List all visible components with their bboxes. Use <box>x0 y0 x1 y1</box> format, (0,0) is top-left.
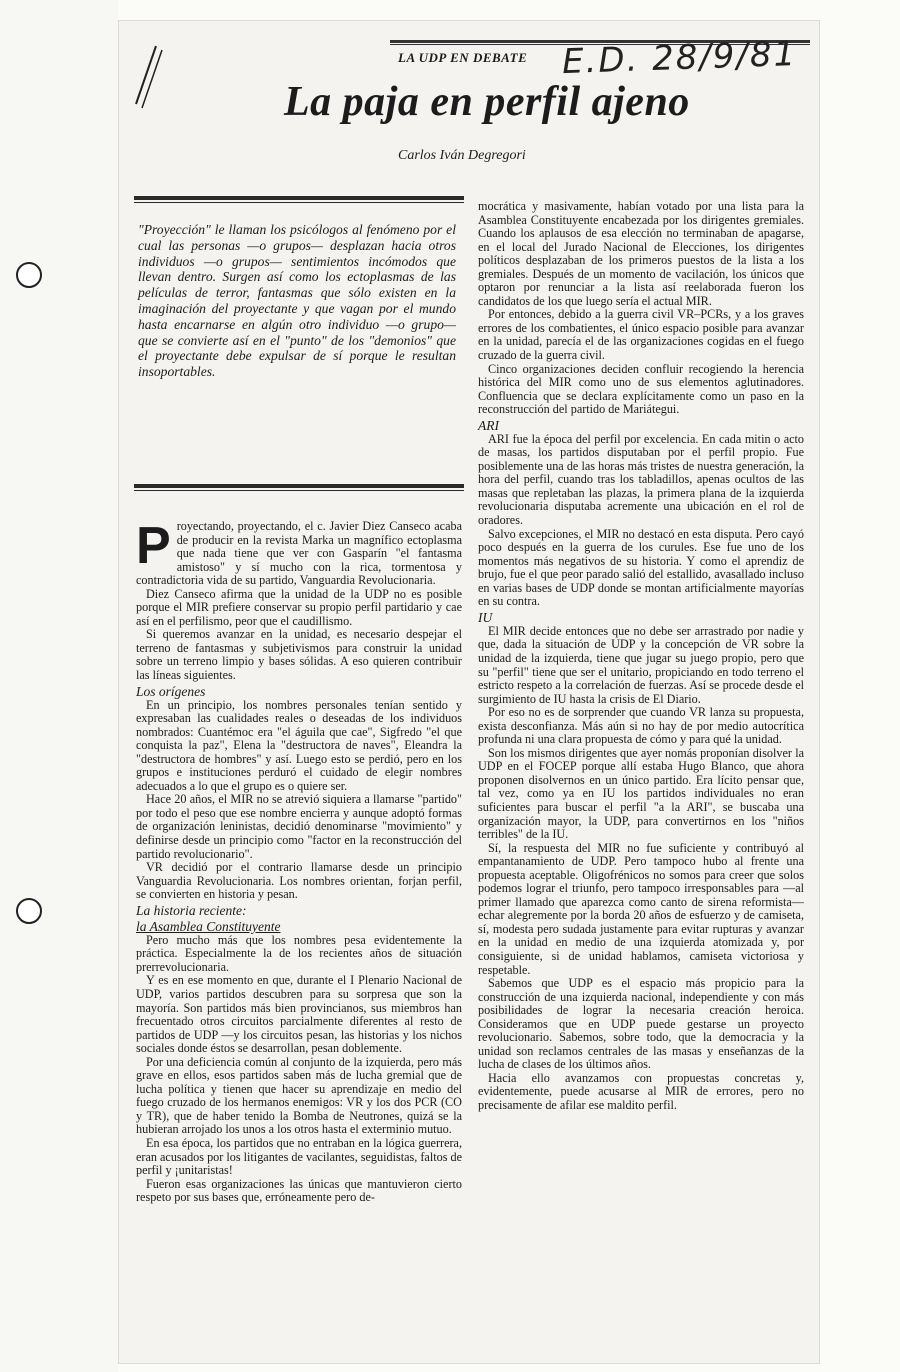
paragraph: mocrática y masivamente, habían votado por una lista para la Asamblea Constituyente encabezada por los dirigentes gremiales. Cuando los aplausos de esa elección no terminaban de apagarse, en el local del Jurado Nacional de Elecciones, los dirigentes políticos desplazaban de los primeros puestos de la lista a los gremiales. Después de un momento de vacilación, los únicos que optaron por renunciar a la lista así reelaborada fueron los candidatos de los que luego sería el actual MIR. <box>478 199 804 308</box>
paragraph: VR decidió por el contrario llamarse desde un principio Vanguardia Revolucionaria. Los nombres orientan, forjan perfil, se convierten en historia y pesan. <box>136 860 462 902</box>
paragraph: Fueron esas organizaciones las únicas que mantuvieron cierto respeto por sus bases que, erróneamente pero de- <box>136 1176 462 1205</box>
body-top-rule-thin <box>134 490 464 491</box>
article-title: La paja en perfil ajeno <box>284 79 690 125</box>
paragraph: Y es en ese momento en que, durante el I Plenario Nacional de UDP, varios partidos descubren para su sorpresa que son la mayoría. Son partidos más bien provincianos, sus miembros han frecuentado otros circuitos parcialmente diferentes al resto de partidos de UDP —y los circuitos pesan, las historias y los nichos sociales donde éstos se desarrollan, pesan doblemente. <box>136 973 462 1056</box>
paragraph: Si queremos avanzar en la unidad, es necesario despejar el terreno de fantasmas y subjetivismos para construir la unidad sobre un terreno limpio y bases sólidas. A eso quieren contribuir las líneas siguientes. <box>136 627 462 683</box>
subheading: La historia reciente: <box>136 902 247 918</box>
paragraph: royectando, proyectando, el c. Javier Diez Canseco acaba de producir en la revista Marka un magnífico ectoplasma que nada tiene que ver con Gasparín "el fantasma amistoso" y sí mucho con la rica, tormentosa y contradictoria vida de su partido, Vanguardia Revolucionaria. <box>136 519 462 588</box>
paragraph: Hace 20 años, el MIR no se atrevió siquiera a llamarse "partido" por todo el peso que ese nombre encierra y aunque adoptó formas de organización leninistas, decidió denominarse "movimiento" y definirse desde un principio como "factor en la reconstrucción del partido revolucionario". <box>136 792 462 861</box>
paragraph: Sabemos que UDP es el espacio más propicio para la construcción de una izquierda nacional, independiente y con más posibilidades de lograr la necesaria creación heroica. Consideramos que en UDP puede gestarse un proyecto revolucionario. Sabemos, sobre todo, que la democracia y la unidad son reclamos centrales de las masas y enseñanzas de la lucha de clases de los últimos años. <box>478 976 804 1072</box>
body-top-rule <box>134 484 464 488</box>
subheading: ARI <box>478 417 499 433</box>
subheading: Los orígenes <box>136 683 206 699</box>
column-left <box>136 517 462 1205</box>
column-right <box>478 200 804 1113</box>
article-author: Carlos Iván Degregori <box>398 148 526 163</box>
left-margin-strip <box>0 0 118 1372</box>
paragraph: Sí, la respuesta del MIR no fue suficiente y contribuyó al empantanamiento de UDP. Pero tampoco hubo al frente una propuesta aceptable. Oligofrénicos no somos para creer que solos podemos lograr el triunfo, pero tampoco irresponsables para —al primer llamado que aparezca como canto de sirena reformista— echar alegremente por la borda 20 años de esfuerzo y de camiseta, sí, modesta pero sudada justamente para evitar rupturas y avanzar en la unidad en medio de una izquierda atomizada y, por consiguiente, si de unidad hablamos, camiseta victoriosa y respetable. <box>478 840 804 977</box>
lead-top-rule-thin <box>134 202 464 203</box>
paragraph: Diez Canseco afirma que la unidad de la UDP no es posible porque el MIR prefiere conservar su propio perfil partidario y cae así en el perfilismo, peor que el caudillismo. <box>136 586 462 628</box>
paragraph: ARI fue la época del perfil por excelencia. En cada mitin o acto de masas, los partidos disputaban por el perfil propio. Fue posiblemente una de las horas más tristes de nuestra generación, la hora del perfil, cuando tras los tabladillos, apenas ocultos de las masas que repletaban las plazas, la primera plana de la izquierda revolucionaria disputaba acremente una ubicación en el rol de oradores. <box>478 431 804 528</box>
paragraph: En esa época, los partidos que no entraban en la lógica guerrera, eran acusados por los litigantes de vacilantes, seguidistas, faltos de perfil y ¡unitaristas! <box>136 1135 462 1178</box>
drop-cap: P <box>136 517 171 575</box>
paragraph: En un principio, los nombres personales tenían sentido y expresaban las cualidades reales o deseadas de los individuos nombrados: Cuantémoc era "el águila que cae", Sigfredo "el que conquista la paz", Elena la "destructora de naves", Eleandra la "destructora de hombres" y así. Luego esto se perdió, pero en los grupos e instituciones perduró el cuidado de elegir nombres adecuados a lo que el grupo es o quiere ser. <box>136 697 462 793</box>
paragraph: Cinco organizaciones deciden confluir recogiendo la herencia histórica del MIR como uno de sus elementos aglutinadores. Confluencia que se declara explícitamente como un paso en la reconstrucción del partido de Mariátegui. <box>478 361 804 417</box>
paragraph: Por una deficiencia común al conjunto de la izquierda, pero más grave en ellos, esos partidos saben más de lucha gremial que de lucha política y tienen que hacer su aprendizaje en medio del fuego cruzado de los hermanos enemigos: VR y los dos PCR (CO y TR), que de haber tenido la Bomba de Neutrones, quizá se la hubieran arrojado los unos a los otros hasta el exterminio mutuo. <box>136 1054 462 1137</box>
lead-top-rule <box>134 196 464 200</box>
subheading: la Asamblea Constituyente <box>136 918 281 934</box>
paragraph: Pero mucho más que los nombres pesa evidentemente la práctica. Especialmente la de los recientes años de situación prerrevolucionaria. <box>136 932 462 974</box>
section-label: LA UDP EN DEBATE <box>398 50 528 65</box>
paragraph: Por entonces, debido a la guerra civil VR–PCRs, y a los graves errores de los combatientes, el único espacio posible para avanzar en la unidad, parecía el de las organizaciones cogidas en el fuego cruzado de la guerra civil. <box>478 307 804 363</box>
paragraph: Son los mismos dirigentes que ayer nomás proponían disolver la UDP en el FOCEP porque allí estaba Hugo Blanco, que ahora proponen disolvernos en un único partido. Era lícito pensar que, tal vez, como ya en IU los partidos individuales no eran suficientes para buscar el perfil "a la ARI", se buscaba una organización mayor, la UDP, para convertirnos en los "niños terribles" de la IU. <box>478 745 804 842</box>
handwritten-date-note: E.D. 28/9/81 <box>561 33 798 83</box>
paragraph: Por eso no es de sorprender que cuando VR lanza su propuesta, exista desconfianza. Más aún si no hay de por medio autocrítica profunda ni una clara propuesta de cómo y para qué la unidad. <box>478 705 804 747</box>
subheading: IU <box>478 609 493 625</box>
paragraph: Hacia ello avanzamos con propuestas concretas y, evidentemente, puede acusarse al MIR de errores, pero no precisamente de afilar ese maldito perfil. <box>478 1070 804 1112</box>
punch-hole <box>16 898 42 924</box>
paragraph: Salvo excepciones, el MIR no destacó en esta disputa. Pero cayó poco después en la guerra de los curules. Ese fue uno de los momentos más negativos de su historia. Y como el aprendiz de brujo, fue el que peor parado salió del estallido, avasallado incluso en varias bases de UDP donde se montan artificialmente mayorías en su contra. <box>478 526 804 609</box>
pen-stroke-mark <box>126 42 170 112</box>
paragraph: El MIR decide entonces que no debe ser arrastrado por nadie y que, dada la situación de UDP y la concepción de VR sobre la unidad de la izquierda, tiene que jugar su juego propio, pero que su "perfil" tiene que ser el unitario, propiciando en todo terreno el estricto respeto a la correlación de fuerzas. Así se procede desde el surgimiento de IU hasta la crisis de El Diario. <box>478 623 804 706</box>
punch-hole <box>16 262 42 288</box>
lead-paragraph: "Proyección" le llaman los psicólogos al fenómeno por el cual las personas —o grupos— desplazan hacia otros individuos —o grupos— sentimientos incómodos que llevan dentro. Surgen así como los ectoplasmas de las películas de terror, fantasmas que sólo existen en la imaginación del proyectante y que vagan por el mundo hasta encarnarse en algún otro individuo —o grupo— que se convierte así en el "punto" de los "demonios" que el proyectante debe expulsar de sí porque le resultan insoportables. <box>138 222 456 380</box>
